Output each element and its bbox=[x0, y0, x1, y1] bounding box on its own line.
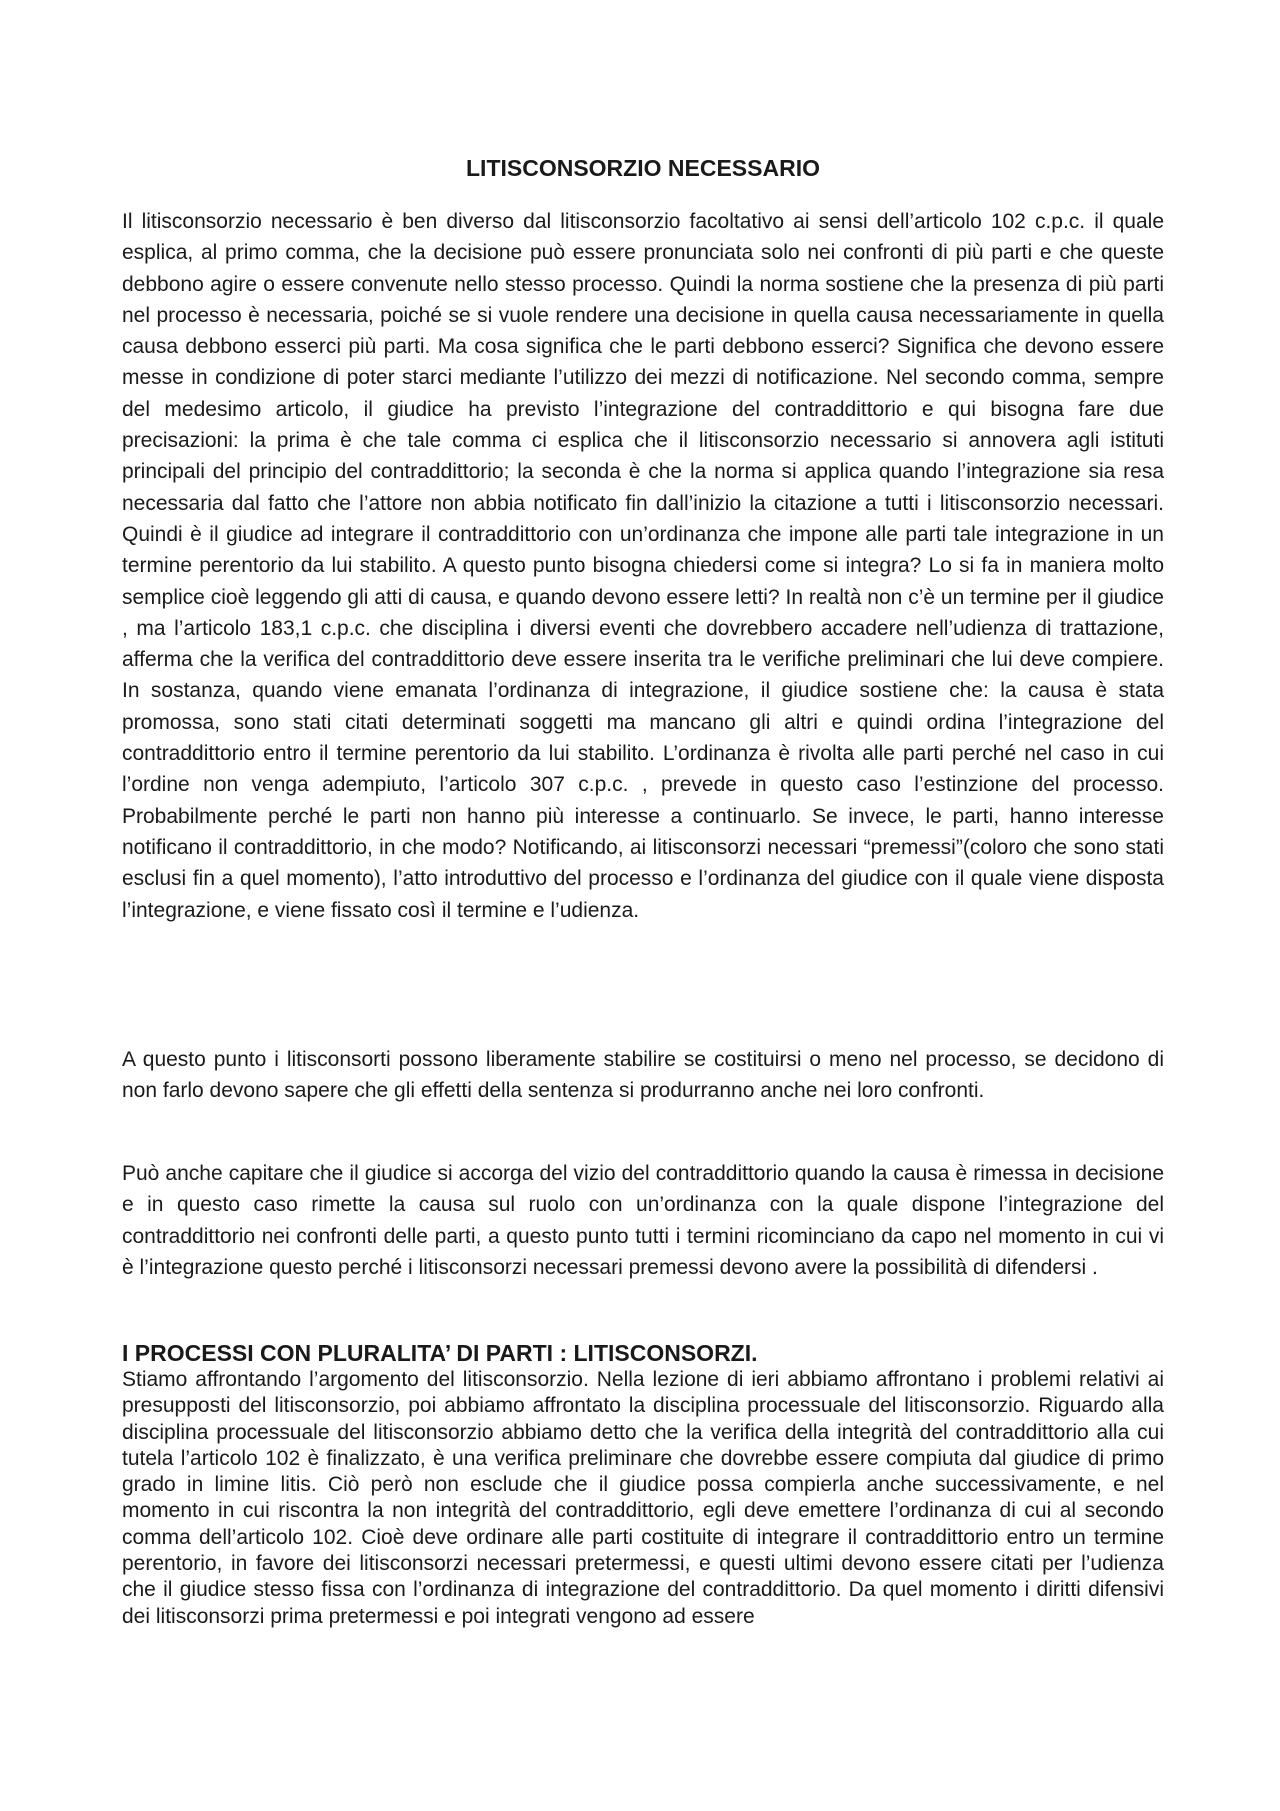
paragraph-2: A questo punto i litisconsorti possono liberamente stabilire se costituirsi o meno nel processo, se decidono di non farlo devono sapere che gli effetti della sentenza si produrranno anche nei loro confronti. bbox=[122, 1048, 1164, 1103]
paragraph-1: Il litisconsorzio necessario è ben diverso dal litisconsorzio facoltativo ai sensi dell’articolo 102 c.p.c. il quale esplica, al primo comma, che la decisione può essere pronunciata solo nei confronti di più parti e che queste debbono agire o essere convenute nello stesso processo. Quindi la norma sostiene che la presenza di più parti nel processo è necessaria, poiché se si vuole rendere una decisione in quella causa necessariamente in quella causa debbono esserci più parti. Ma cosa significa che le parti debbono esserci? Significa che devono essere messe in condizione di poter starci mediante l’utilizzo dei mezzi di notificazione. Nel secondo comma, sempre del medesimo articolo, il giudice ha previsto l’integrazione del contraddittorio e qui bisogna fare due precisazioni: la prima è che tale comma ci esplica che il litisconsorzio necessario si annovera agli istituti principali del principio del contraddittorio; la seconda è che la norma si applica quando l’integrazione sia resa necessaria dal fatto che l’attore non abbia notificato fin dall’inizio la citazione a tutti i litisconsorzio necessari. Quindi è il giudice ad integrare il contraddittorio con un’ordinanza che impone alle parti tale integrazione in un termine perentorio da lui stabilito. A questo punto bisogna chiedersi come si integra? Lo si fa in maniera molto semplice cioè leggendo gli atti di causa, e quando devono essere letti? In realtà non c’è un termine per il giudice , ma l’articolo 183,1 c.p.c. che disciplina i diversi eventi che dovrebbero accadere nell’udienza di trattazione, afferma che la verifica del contraddittorio deve essere inserita tra le verifiche preliminari che lui deve compiere. In sostanza, quando viene emanata l’ordinanza di integrazione, il giudice sostiene che: la causa è stata promossa, sono stati citati determinati soggetti ma mancano gli altri e quindi ordina l’integrazione del contraddittorio entro il termine perentorio da lui stabilito. L’ordinanza è rivolta alle parti perché nel caso in cui l’ordine non venga adempiuto, l’articolo 307 c.p.c. , prevede in questo caso l’estinzione del processo. Probabilmente perché le parti non hanno più interesse a continuarlo. Se invece, le parti, hanno interesse notificano il contraddittorio, in che modo? Notificando, ai litisconsorzi necessari “premessi”(coloro che sono stati esclusi fin a quel momento), l’atto introduttivo del processo e l’ordinanza del giudice con il quale viene disposta l’integrazione, e viene fissato così il termine e l’udienza. bbox=[122, 210, 1164, 922]
document-title: LITISCONSORZIO NECESSARIO bbox=[466, 155, 820, 181]
section-heading: I PROCESSI CON PLURALITA’ DI PARTI : LITISCONSORZI. bbox=[122, 1340, 758, 1366]
paragraph-3: Può anche capitare che il giudice si accorga del vizio del contraddittorio quando la causa è rimessa in decisione e in questo caso rimette la causa sul ruolo con un’ordinanza con la quale dispone l’integrazione del contraddittorio nei confronti delle parti, a questo punto tutti i termini ricominciano da capo nel momento in cui vi è l’integrazione questo perché i litisconsorzi necessari premessi devono avere la possibilità di difendersi . bbox=[122, 1162, 1164, 1279]
section-paragraph: Stiamo affrontando l’argomento del litisconsorzio. Nella lezione di ieri abbiamo affrontano i problemi relativi ai presupposti del litisconsorzio, poi abbiamo affrontato la disciplina processuale del litisconsorzio. Riguardo alla disciplina processuale del litisconsorzio abbiamo detto che la verifica della integrità del contraddittorio alla cui tutela l’articolo 102 è finalizzato, è una verifica preliminare che dovrebbe essere compiuta dal giudice di primo grado in limine litis. Ciò però non esclude che il giudice possa compierla anche successivamente, e nel momento in cui riscontra la non integrità del contraddittorio, egli deve emettere l’ordinanza di cui al secondo comma dell’articolo 102. Cioè deve ordinare alle parti costituite di integrare il contraddittorio entro un termine perentorio, in favore dei litisconsorzi necessari pretermessi, e questi ultimi devono essere citati per l’udienza che il giudice stesso fissa con l’ordinanza di integrazione del contraddittorio. Da quel momento i diritti difensivi dei litisconsorzi prima pretermessi e poi integrati vengono ad essere bbox=[122, 1368, 1164, 1628]
